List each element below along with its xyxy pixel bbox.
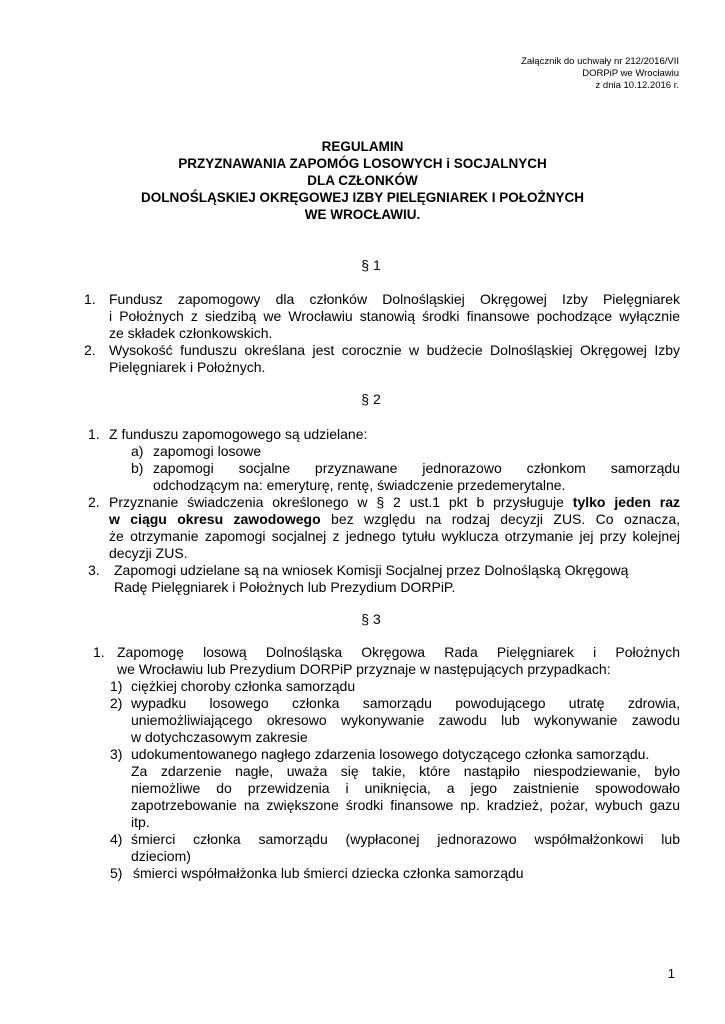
list-number: 1.: [93, 644, 105, 660]
sub-label: 4): [110, 831, 123, 847]
paragraph-line: we Wrocławiu lub Prezydium DORPiP przyznaje w następujących przypadkach:: [117, 661, 611, 677]
paragraph-line: Wysokość funduszu określana jest corocznie w budżecie Dolnośląskiej Okręgowej Izby: [109, 342, 680, 358]
paragraph-line: ze składek członkowskich.: [109, 325, 273, 341]
paragraph-line: Zapomogi udzielane są na wniosek Komisji Socjalnej przez Dolnośląską Okręgową: [114, 562, 629, 578]
paragraph-line: i Położnych z siedzibą we Wrocławiu stanowią środki finansowe pochodzące wyłącznie: [109, 308, 680, 324]
paragraph-line: Pielęgniarek i Położnych.: [109, 359, 266, 375]
title-line: REGULAMIN: [321, 139, 404, 154]
paragraph-line: decyzji ZUS.: [109, 545, 188, 561]
title-line: WE WROCŁAWIU.: [304, 207, 421, 222]
list-number: 1.: [84, 291, 96, 307]
title-line: DOLNOŚLĄSKIEJ OKRĘGOWEJ IZBY PIELĘGNIAREK I POŁOŻNYCH: [140, 190, 585, 205]
attachment-note-line: DORPiP we Wrocławiu: [582, 68, 679, 79]
paragraph-line: zapomogi socjalne przyznawane jednorazowo członkom samorządu: [153, 460, 680, 476]
list-number: 1.: [88, 426, 100, 442]
paragraph-line: zapomogi losowe: [153, 443, 262, 459]
sub-label: 2): [110, 695, 123, 711]
paragraph-line: Zapomogę losową Dolnośląska Okręgowa Rada Pielęgniarek i Położnych: [117, 644, 680, 660]
page-number: 1: [667, 966, 675, 981]
sub-label: b): [131, 460, 144, 476]
attachment-note-line: z dnia 10.12.2016 r.: [595, 80, 679, 91]
paragraph-line: zapotrzebowanie na zwiększone środki finansowe np. kradzież, pożar, wybuch gazu: [131, 797, 680, 813]
section-1-heading: § 1: [361, 257, 381, 273]
title-line: DLA CZŁONKÓW: [307, 173, 418, 188]
section-3-heading: § 3: [361, 611, 381, 627]
title-line: PRZYZNAWANIA ZAPOMÓG LOSOWYCH i SOCJALNYCH: [178, 156, 547, 171]
text-run: Przyznanie świadczenia określonego w § 2 ust.1 pkt b przysługuje: [109, 494, 573, 510]
list-number: 3.: [88, 562, 100, 578]
paragraph-line: niemożliwe do przewidzenia i uniknięcia, a jego zaistnienie spowodowało: [131, 780, 680, 796]
paragraph-line: ciężkiej choroby członka samorządu: [131, 678, 356, 694]
paragraph-line: [109, 493, 680, 511]
paragraph-line: Radę Pielęgniarek i Położnych lub Prezydium DORPiP.: [114, 579, 456, 595]
paragraph-line: itp.: [131, 814, 150, 830]
paragraph-line: udokumentowanego nagłego zdarzenia losowego dotyczącego członka samorządu.: [131, 746, 650, 762]
paragraph-line: wypadku losowego członka samorządu powodującego utratę zdrowia,: [131, 695, 680, 711]
attachment-note-line: Załącznik do uchwały nr 212/2016/VII: [521, 56, 679, 67]
paragraph-line: [109, 510, 680, 528]
sub-label: 5): [110, 865, 123, 881]
sub-label: 3): [110, 746, 123, 762]
sub-label: 1): [110, 678, 123, 694]
list-number: 2.: [84, 342, 96, 358]
paragraph-line: Z funduszu zapomogowego są udzielane:: [109, 426, 368, 442]
paragraph-line: Fundusz zapomogowy dla członków Dolnośląskiej Okręgowej Izby Pielęgniarek: [109, 291, 680, 307]
paragraph-line: odchodzącym na: emeryturę, rentę, świadczenie przedemerytalne.: [153, 477, 566, 493]
sub-label: a): [131, 443, 144, 459]
list-number: 2.: [88, 494, 100, 510]
paragraph-line: Za zdarzenie nagłe, uważa się takie, które nastąpiło niespodziewanie, było: [131, 763, 680, 779]
section-2-heading: § 2: [361, 391, 381, 407]
paragraph-line: uniemożliwiającego okresowo wykonywanie zawodu lub wykonywanie zawodu: [131, 712, 680, 728]
paragraph-line: dzieciom): [131, 848, 191, 864]
text-run: bez względu na rodzaj decyzji ZUS. Co oznacza,: [320, 511, 680, 527]
paragraph-line: śmierci współmałżonka lub śmierci dziecka członka samorządu: [133, 865, 524, 881]
paragraph-line: że otrzymanie zapomogi socjalnej z jednego tytułu wyklucza otrzymanie jej przy kolejnej: [109, 528, 680, 544]
document-title: [0, 138, 725, 223]
bold-text-run: w ciągu okresu zawodowego: [109, 511, 321, 527]
attachment-note: [521, 56, 679, 92]
paragraph-line: śmierci członka samorządu (wypłaconej jednorazowo współmałżonkowi lub: [131, 831, 680, 847]
paragraph-line: w dotychczasowym zakresie: [131, 729, 308, 745]
bold-text-run: tylko jeden raz: [572, 494, 680, 510]
